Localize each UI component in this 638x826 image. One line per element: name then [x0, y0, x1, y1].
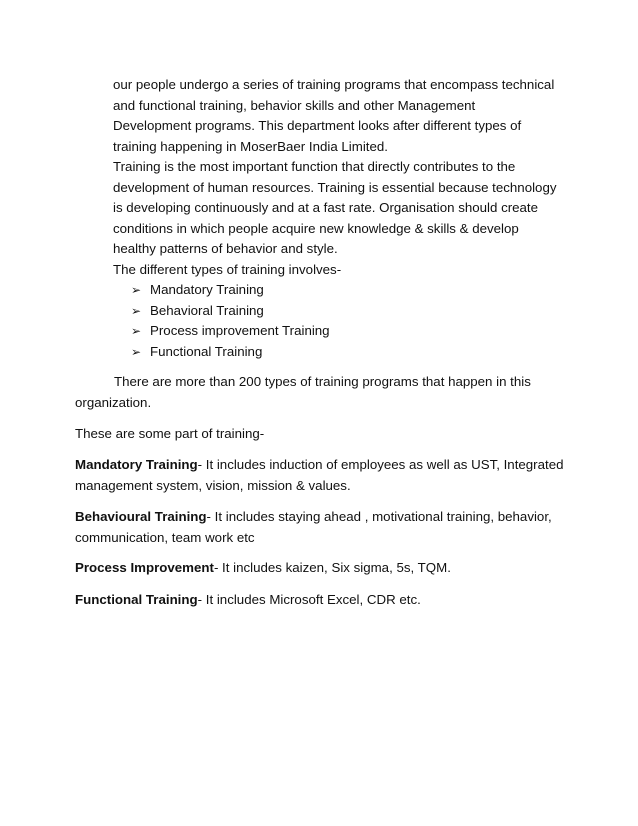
intro-line: development of human resources. Training is essential because technology [113, 179, 557, 195]
definition-term: Mandatory Training [75, 457, 198, 472]
definition-term: Functional Training [75, 592, 198, 607]
definition-process-improvement [75, 558, 585, 579]
arrow-bullet-icon: ➢ [131, 324, 142, 338]
definition-text: management system, vision, mission & values. [75, 477, 351, 493]
lead-in-text: These are some part of training- [75, 426, 265, 441]
list-item [131, 342, 583, 363]
definition-text: - It includes induction of employees as well as UST, Integrated [197, 457, 564, 472]
list-item [131, 321, 583, 342]
definition-text: - It includes kaizen, Six sigma, 5s, TQM. [213, 560, 451, 575]
training-types-list [131, 280, 583, 362]
summary-paragraph [75, 372, 585, 413]
definition-mandatory [75, 455, 585, 496]
intro-line: Development programs. This department looks after different types of [113, 118, 522, 133]
definition-term: Process Improvement [75, 560, 214, 575]
arrow-bullet-icon: ➢ [131, 283, 142, 297]
list-item-label: Behavioral Training [150, 302, 264, 318]
intro-line: The different types of training involves- [113, 261, 342, 277]
list-item-label: Mandatory Training [150, 282, 264, 297]
intro-line: training happening in MoserBaer India Limited. [113, 138, 388, 154]
definition-functional [75, 590, 585, 611]
list-item [131, 280, 583, 301]
list-item [131, 301, 583, 322]
intro-line: conditions in which people acquire new knowledge & skills & develop [113, 220, 519, 236]
summary-line: organization. [75, 394, 152, 410]
intro-line: is developing continuously and at a fast rate. Organisation should create [113, 200, 539, 215]
definition-behavioural [75, 507, 585, 548]
list-item-label: Functional Training [150, 343, 263, 359]
intro-line: our people undergo a series of training programs that encompass technical [113, 77, 555, 92]
definition-term: Behavioural Training [75, 509, 207, 524]
intro-line: and functional training, behavior skills and other Management [113, 97, 476, 113]
intro-line: healthy patterns of behavior and style. [113, 241, 338, 256]
arrow-bullet-icon: ➢ [131, 303, 142, 318]
summary-line: There are more than 200 types of training programs that happen in this [114, 374, 531, 389]
intro-line: Training is the most important function that directly contributes to the [113, 159, 516, 174]
intro-section [113, 75, 583, 362]
definition-text: communication, team work etc [75, 529, 255, 545]
arrow-bullet-icon: ➢ [131, 344, 142, 359]
definition-text: - It includes Microsoft Excel, CDR etc. [197, 592, 421, 607]
lead-in-paragraph [75, 424, 585, 445]
definition-text: - It includes staying ahead , motivational training, behavior, [206, 509, 552, 524]
list-item-label: Process improvement Training [150, 323, 330, 338]
